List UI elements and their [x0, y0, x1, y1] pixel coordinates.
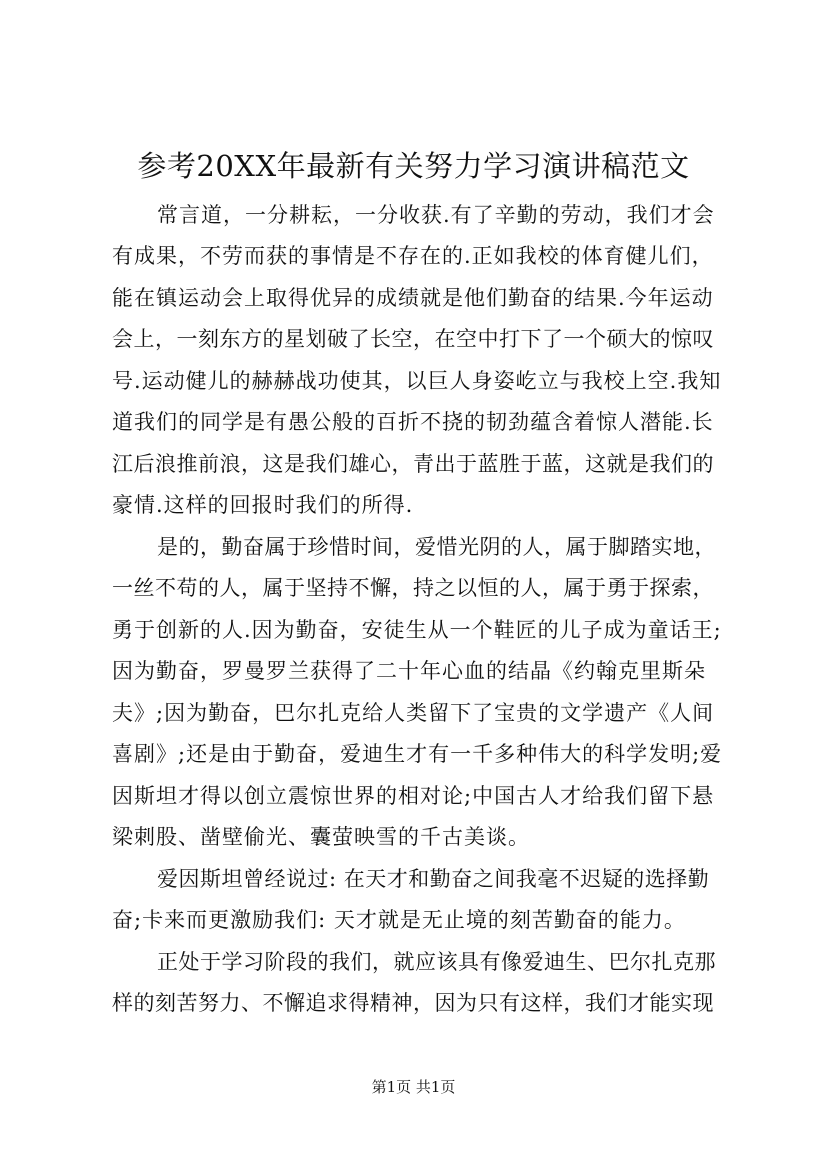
body-line: 是的，勤奋属于珍惜时间，爱惜光阴的人，属于脚踏实地， [157, 535, 716, 559]
body-line: 爱因斯坦曾经说过: 在天才和勤奋之间我毫不迟疑的选择勤 [157, 867, 710, 891]
body-line: 号.运动健儿的赫赫战功使其，以巨人身姿屹立与我校上空.我知 [112, 369, 722, 393]
body-line: 豪情.这样的回报时我们的所得. [112, 493, 414, 517]
body-line: 勇于创新的人.因为勤奋，安徒生从一个鞋匠的儿子成为童话王; [112, 618, 722, 642]
body-line: 能在镇运动会上取得优异的成绩就是他们勤奋的结果.今年运动 [112, 286, 714, 310]
body-line: 江后浪推前浪，这是我们雄心，青出于蓝胜于蓝，这就是我们的 [112, 452, 714, 476]
body-line: 常言道，一分耕耘，一分收获.有了辛勤的劳动，我们才会 [157, 203, 715, 227]
body-line: 因斯坦才得以创立震惊世界的相对论;中国古人才给我们留下悬 [112, 784, 715, 808]
body-line: 一丝不苟的人，属于坚持不懈，持之以恒的人，属于勇于探索， [112, 576, 714, 600]
body-line: 正处于学习阶段的我们，就应该具有像爱迪生、巴尔扎克那 [157, 950, 716, 974]
body-line: 因为勤奋，罗曼罗兰获得了二十年心血的结晶《约翰克里斯朵 [112, 659, 706, 683]
body-line: 喜剧》;还是由于勤奋，爱迪生才有一千多种伟大的科学发明;爱 [112, 742, 723, 766]
body-line: 夫》;因为勤奋，巴尔扎克给人类留下了宝贵的文学遗产《人间 [112, 701, 715, 725]
page-number-footer: 第1页 共1页 [371, 1078, 456, 1096]
document-title: 参考20XX年最新有关努力学习演讲稿范文 [137, 149, 690, 183]
body-line: 梁刺股、凿壁偷光、囊萤映雪的千古美谈。 [112, 825, 530, 849]
body-line: 样的刻苦努力、不懈追求得精神，因为只有这样，我们才能实现 [112, 991, 714, 1015]
body-line: 会上，一刻东方的星划破了长空，在空中打下了一个硕大的惊叹 [112, 327, 714, 351]
body-line: 有成果，不劳而获的事情是不存在的.正如我校的体育健儿们， [112, 244, 714, 268]
body-line: 道我们的同学是有愚公般的百折不挠的韧劲蕴含着惊人潜能.长 [112, 410, 714, 434]
body-line: 奋;卡来而更激励我们: 天才就是无止境的刻苦勤奋的能力。 [112, 908, 686, 932]
